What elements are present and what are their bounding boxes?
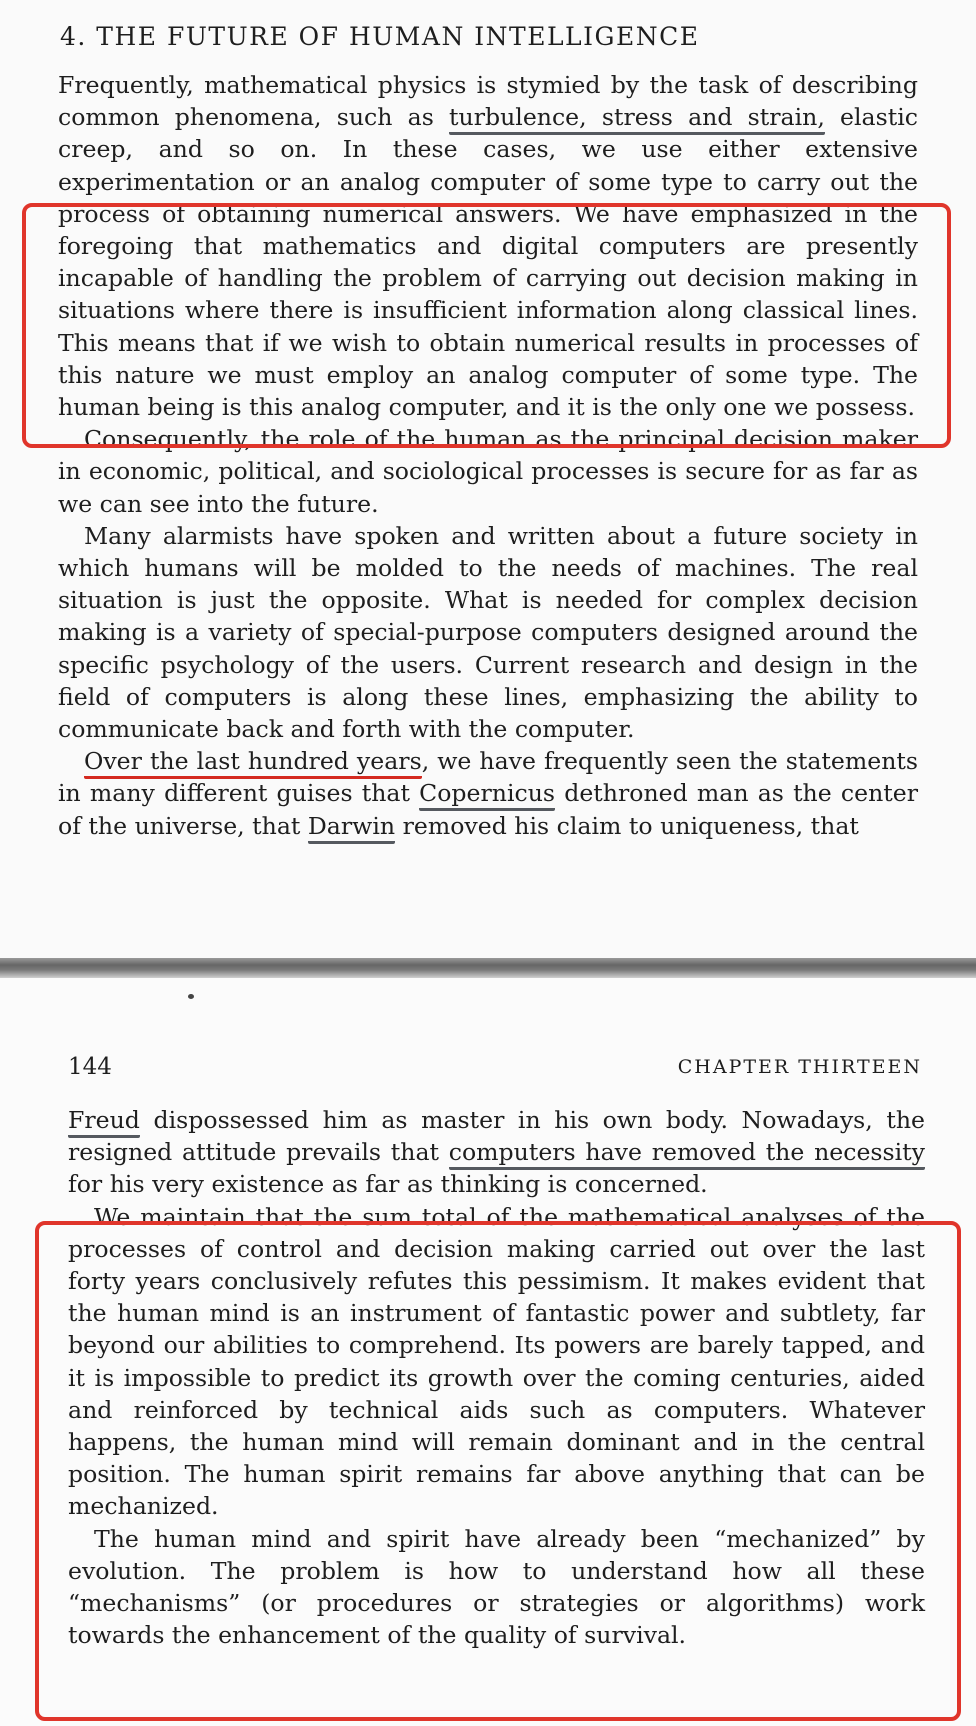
paragraph-consequently: Consequently, the role of the human as the principal decision maker in economic, political, and sociological processes is secure for as far as we can see into the future. xyxy=(58,425,918,518)
paragraph-mind-and-spirit: The human mind and spirit have already been “mechanized” by evolution. The problem is how to understand how all these “mechanisms” (or procedures or strategies or algorithms) work towards the enhancement of the quality of survival. xyxy=(68,1524,925,1650)
paragraph-mathematical-physics: Frequently, mathematical physics is stymied by the task of describing common phenomena, such as turbulence, stress and strain, elastic creep, and so on. In these cases, we use either extensive experimentation or an analog computer of some type to carry out the process of obtaining numerical answers. We have emphasized in the foregoing that mathematics and digital computers are presently incapable of handling the problem of carrying out decision making in situations where there is insufficient information along classical lines. This means that if we wish to obtain numerical results in processes of this nature we must employ an analog computer of some type. The human being is this analog computer, and it is the only one we possess. xyxy=(58,71,918,422)
paragraph-we-maintain: We maintain that the sum total of the mathematical analyses of the processes of control and decision making carried out over the last forty years conclusively refutes this pessimism. It makes evident that the human mind is an instrument of fantastic power and subtlety, far beyond our abilities to comprehend. Its powers are barely tapped, and it is impossible to predict its growth over the coming centuries, aided and reinforced by technical aids such as computers. Whatever happens, the human mind will remain dominant and in the central position. The human spirit remains far above anything that can be mechanized. xyxy=(68,1202,925,1521)
underlined-phrase: computers have removed the necessity xyxy=(449,1138,925,1170)
underlined-freud: Freud xyxy=(68,1106,140,1138)
paragraph-last-hundred-years: Over the last hundred years, we have frequently seen the statements in many different guises that Copernicus dethroned man as the center of the universe, that Darwin removed his claim to uniqueness, that xyxy=(58,745,918,842)
page-divider xyxy=(0,958,976,978)
paragraph-freud: Freud dispossessed him as master in his own body. Nowadays, the resigned attitude prevails that computers have removed the necessity for his very existence as far as thinking is concerned. xyxy=(68,1106,925,1199)
top-page-body xyxy=(58,69,918,842)
chapter-heading: CHAPTER THIRTEEN xyxy=(677,1056,922,1078)
page-number: 144 xyxy=(68,1054,112,1080)
bottom-book-page xyxy=(0,978,976,1726)
highlight-box-top xyxy=(22,203,951,448)
highlight-box-bottom xyxy=(35,1221,961,1721)
ink-speck xyxy=(188,994,194,999)
paragraph-alarmists: Many alarmists have spoken and written about a future society in which humans will be molded to the needs of machines. The real situation is just the opposite. What is needed for complex decision making is a variety of special-purpose computers designed around the specific psychology of the users. Current research and design in the field of computers is along these lines, emphasizing the ability to communicate back and forth with the computer. xyxy=(58,521,918,744)
underlined-darwin: Darwin xyxy=(308,812,395,844)
underlined-copernicus: Copernicus xyxy=(419,779,555,811)
underlined-phrase-red: Over the last hundred years xyxy=(84,747,422,779)
underlined-phrase: turbulence, stress and strain, xyxy=(449,103,825,135)
running-head: 4. THE FUTURE OF HUMAN INTELLIGENCE xyxy=(60,22,700,51)
